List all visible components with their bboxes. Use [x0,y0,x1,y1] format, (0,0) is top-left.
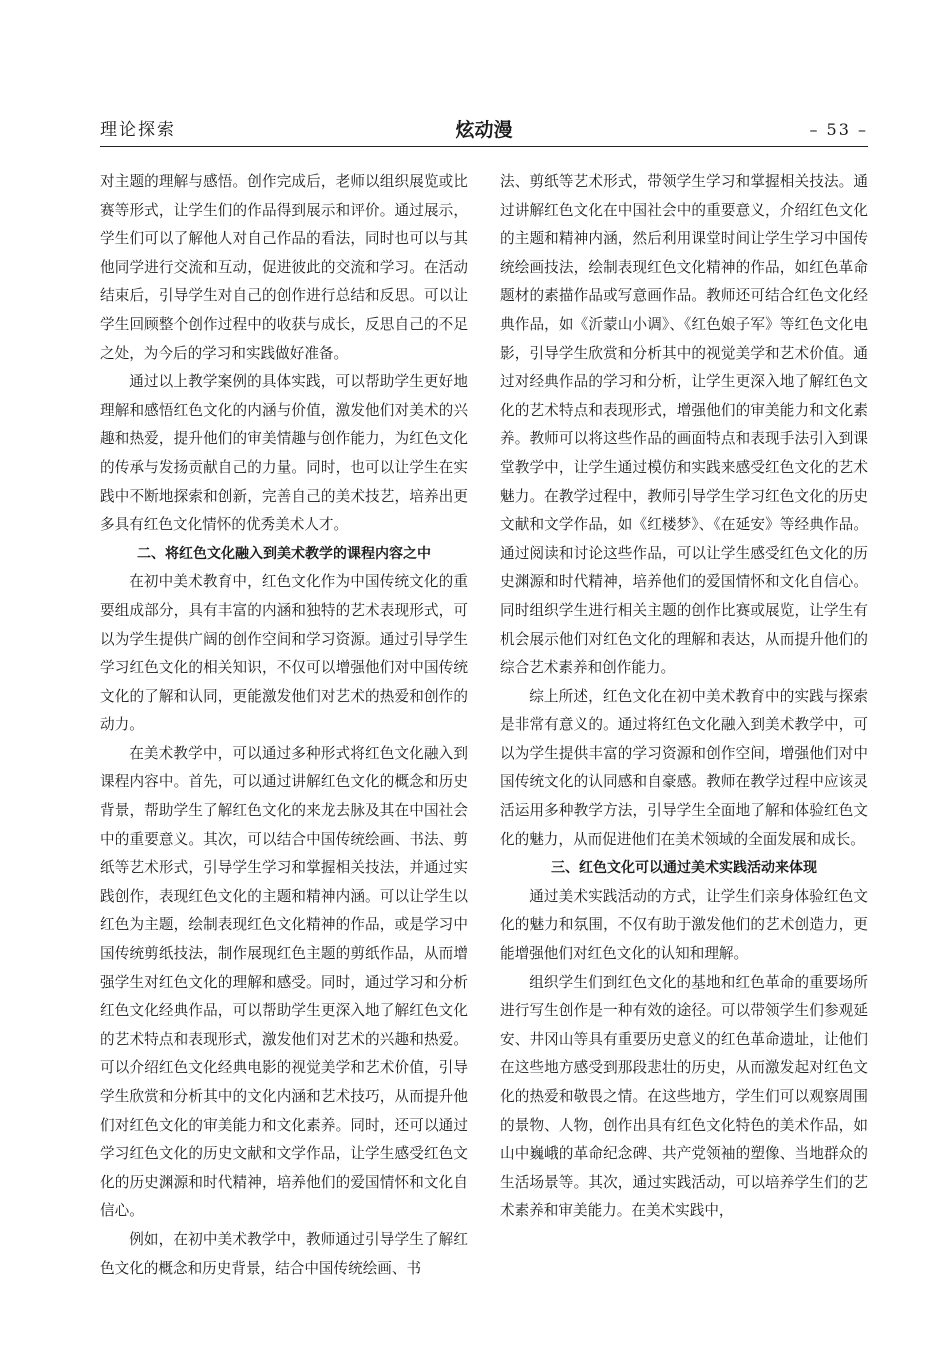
section-heading: 二、将红色文化融入到美术教学的课程内容之中 [137,545,431,562]
page-header [100,118,868,147]
paragraph: 通过美术实践活动的方式，让学生们亲身体验红色文化的魅力和氛围，不仅有助于激发他们的艺术创造力，更能增强他们对红色文化的认知和理解。 [500,887,868,963]
paragraph: 法、剪纸等艺术形式，带领学生学习和掌握相关技法。通过讲解红色文化在中国社会中的重要意义，介绍红色文化的主题和精神内涵，然后利用课堂时间让学生学习中国传统绘画技法，绘制表现红色文化精神的作品，如红色革命题材的素描作品或写意画作品。教师还可结合红色文化经典作品，如《沂蒙山小调》、《红色娘子军》等红色文化电影，引导学生欣赏和分析其中的视觉美学和艺术价值。通过对经典作品的学习和分析，让学生更深入地了解红色文化的艺术特点和表现形式，增强他们的审美能力和文化素养。教师可以将这些作品的画面特点和表现手法引入到课堂教学中，让学生通过模仿和实践来感受红色文化的艺术魅力。在教学过程中，教师引导学生学习红色文化的历史文献和文学作品，如《红楼梦》、《在延安》等经典作品。通过阅读和讨论这些作品，可以让学生感受红色文化的历史渊源和时代精神，培养他们的爱国情怀和文化自信心。同时组织学生进行相关主题的创作比赛或展览，让学生有机会展示他们对红色文化的理解和表达，从而提升他们的综合艺术素养和创作能力。 [500,173,868,677]
paragraph: 综上所述，红色文化在初中美术教育中的实践与探索是非常有意义的。通过将红色文化融入到美术教学中，可以为学生提供丰富的学习资源和创作空间，增强他们对中国传统文化的认同感和自豪感。教师在教学过程中应该灵活运用多种教学方法，引导学生全面地了解和体验红色文化的魅力，从而促进他们在美术领域的全面发展和成长。 [500,687,868,848]
section-heading: 三、红色文化可以通过美术实践活动来体现 [551,860,817,877]
paragraph: 通过以上教学案例的具体实践，可以帮助学生更好地理解和感悟红色文化的内涵与价值，激发他们对美术的兴趣和热爱，提升他们的审美情趣与创作能力，为红色文化的传承与发扬贡献自己的力量。同时，也可以让学生在实践中不断地探索和创新，完善自己的美术技艺，培养出更多具有红色文化情怀的优秀美术人才。 [100,373,468,534]
paragraph: 在初中美术教育中，红色文化作为中国传统文化的重要组成部分，具有丰富的内涵和独特的艺术表现形式，可以为学生提供广阔的创作空间和学习资源。通过引导学生学习红色文化的相关知识，不仅可以增强他们对中国传统文化的了解和认同，更能激发他们对艺术的热爱和创作的动力。 [100,573,468,734]
section-label: 理论探索 [100,120,176,140]
left-column [100,168,468,1283]
paragraph: 例如，在初中美术教学中，教师通过引导学生了解红色文化的概念和历史背景，结合中国传统绘画、书 [100,1230,468,1277]
journal-title: 炫动漫 [455,119,513,141]
page-number: – 53 – [809,120,868,139]
paragraph: 对主题的理解与感悟。创作完成后，老师以组织展览或比赛等形式，让学生们的作品得到展示和评价。通过展示，学生们可以了解他人对自己作品的看法，同时也可以与其他同学进行交流和互动，促进彼此的交流和学习。在活动结束后，引导学生对自己的创作进行总结和反思。可以让学生回顾整个创作过程中的收获与成长，反思自己的不足之处，为今后的学习和实践做好准备。 [100,173,468,362]
paragraph: 组织学生们到红色文化的基地和红色革命的重要场所进行写生创作是一种有效的途径。可以带领学生们参观延安、井冈山等具有重要历史意义的红色革命遗址，让他们在这些地方感受到那段悲壮的历史，从而激发起对红色文化的热爱和敬畏之情。在这些地方，学生们可以观察周围的景物、人物，创作出具有红色文化特色的美术作品，如山中巍峨的革命纪念碑、共产党领袖的塑像、当地群众的生活场景等。其次，通过实践活动，可以培养学生们的艺术素养和审美能力。在美术实践中， [500,973,868,1220]
paragraph: 在美术教学中，可以通过多种形式将红色文化融入到课程内容中。首先，可以通过讲解红色文化的概念和历史背景，帮助学生了解红色文化的来龙去脉及其在中国社会中的重要意义。其次，可以结合中国传统绘画、书法、剪纸等艺术形式，引导学生学习和掌握相关技法，并通过实践创作，表现红色文化的主题和精神内涵。可以让学生以红色为主题，绘制表现红色文化精神的作品，或是学习中国传统剪纸技法，制作展现红色主题的剪纸作品，从而增强学生对红色文化的理解和感受。同时，通过学习和分析红色文化经典作品，可以帮助学生更深入地了解红色文化的艺术特点和表现形式，激发他们对艺术的兴趣和热爱。可以介绍红色文化经典电影的视觉美学和艺术价值，引导学生欣赏和分析其中的文化内涵和艺术技巧，从而提升他们对红色文化的审美能力和文化素养。同时，还可以通过学习红色文化的历史文献和文学作品，让学生感受红色文化的历史渊源和时代精神，培养他们的爱国情怀和文化自信心。 [100,744,468,1220]
right-column [500,168,868,1226]
